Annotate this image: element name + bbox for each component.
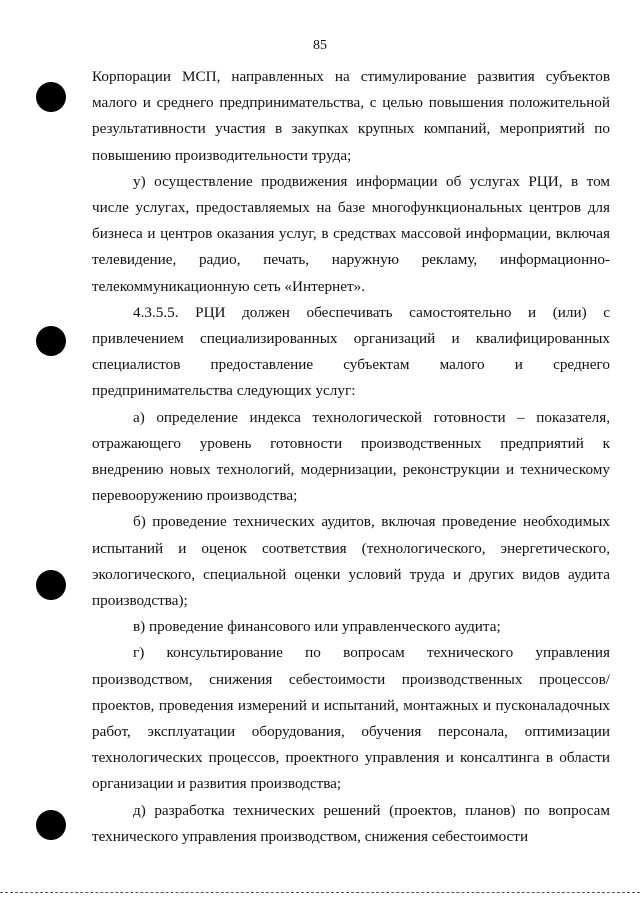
binder-hole-punch bbox=[36, 570, 66, 600]
binder-hole-punch bbox=[36, 810, 66, 840]
binder-hole-punch bbox=[36, 326, 66, 356]
paragraph-item-b: б) проведение технических аудитов, включая проведение необходимых испытаний и оценок соответствия (технологического, энергетического, экологического, специальной оценки условий труда и других видов аудита производства); bbox=[92, 513, 610, 610]
paragraph-continuation: Корпорации МСП, направленных на стимулирование развития субъектов малого и среднего предпринимательства, с целью повышения положительной результативности участия в закупках крупных компаний, мероприятий по повышению производительности труда; bbox=[92, 68, 610, 164]
binder-hole-punch bbox=[36, 82, 66, 112]
paragraph-section-4-3-5-5: 4.3.5.5. РЦИ должен обеспечивать самостоятельно и (или) с привлечением специализированных организаций и квалифицированных специалистов предоставление субъектам малого и среднего предпринимательства следующих услуг: bbox=[92, 303, 610, 400]
paragraph-item-u: у) осуществление продвижения информации об услугах РЦИ, в том числе услугах, предоставляемых на базе многофункциональных центров для бизнеса и центров оказания услуг, в средствах массовой информации, включая телевидение, радио, печать, наружную рекламу, информационно-телекоммуникационную сеть «Интернет». bbox=[92, 172, 610, 295]
paragraph-item-a: а) определение индекса технологической готовности – показателя, отражающего уровень готовности производственных предприятий к внедрению новых технологий, модернизации, реконструкции и техническому перевооружению производства; bbox=[92, 408, 610, 505]
scan-bottom-edge bbox=[0, 892, 640, 893]
paragraph-item-d: д) разработка технических решений (проектов, планов) по вопросам технического управления производством, снижения себестоимости bbox=[92, 801, 610, 845]
paragraph-item-v: в) проведение финансового или управленческого аудита; bbox=[133, 618, 501, 636]
paragraph-item-g: г) консультирование по вопросам технического управления производством, снижения себестоимости производственных процессов/проектов, проведения измерений и испытаний, монтажных и пусконаладочных работ, эксплуатации оборудования, обучения персонала, оптимизации технологических процессов, проектного управления и консалтинга в области организации и развития производства; bbox=[92, 644, 610, 793]
document-body bbox=[92, 64, 610, 850]
page-number: 85 bbox=[313, 38, 327, 53]
